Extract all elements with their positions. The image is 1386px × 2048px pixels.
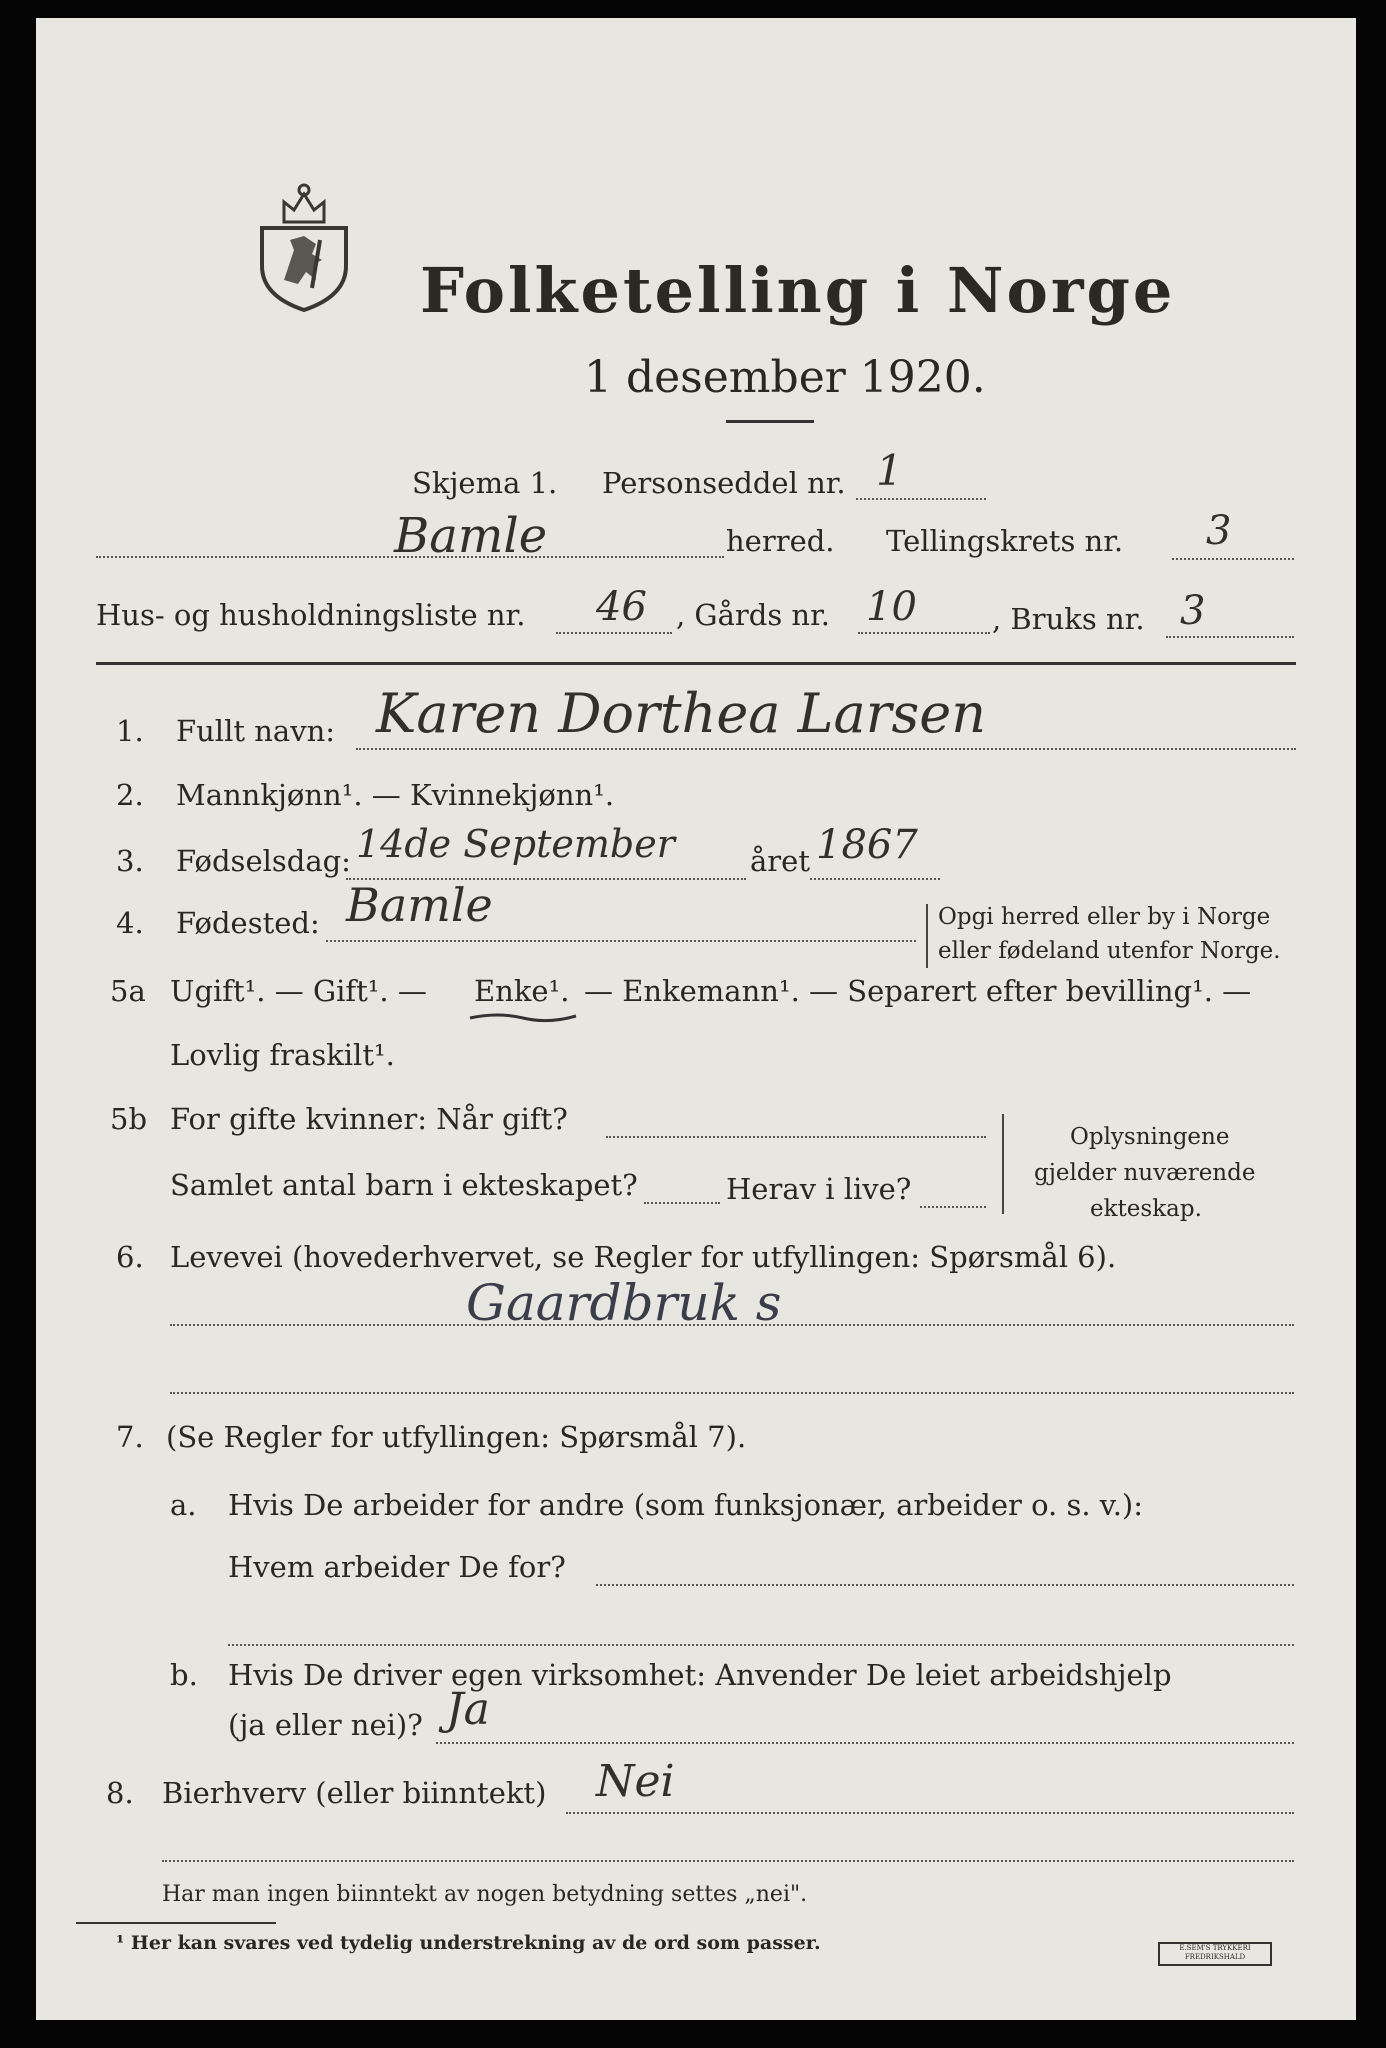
q5a-line2: Lovlig fraskilt¹.	[170, 1038, 395, 1072]
q8-value: Nei	[596, 1756, 675, 1807]
herred-value: Bamle	[394, 508, 548, 564]
bruks-label: , Bruks nr.	[992, 602, 1145, 636]
gards-value: 10	[866, 584, 917, 630]
bruks-line	[1166, 636, 1294, 638]
q4-note-line1: Opgi herred eller by i Norge	[938, 904, 1271, 930]
q6-number: 6.	[116, 1240, 144, 1274]
q3-value: 14de September	[356, 822, 675, 866]
q4-line	[326, 940, 916, 942]
tellingskrets-line	[1172, 558, 1294, 560]
q3-year-line	[810, 878, 940, 880]
q8-label: Bierhverv (eller biinntekt)	[162, 1776, 547, 1810]
q7b-letter: b.	[170, 1658, 198, 1692]
q1-value: Karen Dorthea Larsen	[376, 682, 986, 745]
q5a-enke: Enke¹.	[474, 974, 570, 1008]
q5b-barn-line	[644, 1202, 720, 1204]
q7a-line2	[228, 1644, 1294, 1646]
skjema-label: Skjema 1.	[412, 466, 558, 500]
q5b-note-line2: gjelder nuværende	[1034, 1160, 1256, 1186]
printer-stamp-line2: FREDRIKSHALD	[1184, 1953, 1246, 1961]
q5b-note-line1: Oplysningene	[1070, 1124, 1230, 1150]
q7a-label: Hvis De arbeider for andre (som funksjonær, arbeider o. s. v.):	[228, 1488, 1144, 1522]
census-form-paper	[36, 18, 1356, 2020]
personseddel-line	[856, 498, 986, 500]
bruks-value: 3	[1180, 588, 1206, 634]
q5b-live-line	[920, 1206, 986, 1208]
q4-value: Bamle	[346, 878, 493, 932]
q7b-label2: (ja eller nei)?	[228, 1708, 423, 1742]
q7b-line	[436, 1742, 1294, 1744]
q8-line1	[566, 1812, 1294, 1814]
norway-coat-of-arms-icon	[254, 180, 354, 312]
q3-label: Fødselsdag:	[176, 844, 351, 878]
q7a-label2: Hvem arbeider De for?	[228, 1550, 566, 1584]
q7a-line1	[596, 1584, 1294, 1586]
q1-label: Fullt navn:	[176, 714, 336, 748]
q8-number: 8.	[106, 1776, 134, 1810]
q5b-number: 5b	[110, 1102, 148, 1136]
personseddel-label: Personseddel nr.	[602, 466, 846, 500]
q5b-label2: Samlet antal barn i ekteskapet?	[170, 1168, 638, 1202]
q5a-number: 5a	[110, 974, 146, 1008]
gards-label: , Gårds nr.	[676, 598, 830, 632]
herred-label: herred.	[726, 524, 835, 558]
q5b-note-line3: ekteskap.	[1090, 1196, 1202, 1222]
q4-number: 4.	[116, 906, 144, 940]
tellingskrets-label: Tellingskrets nr.	[886, 524, 1124, 558]
q7b-value: Ja	[446, 1684, 490, 1735]
q5a-text: Ugift¹. — Gift¹. —	[170, 974, 427, 1008]
personseddel-value: 1	[876, 446, 903, 495]
q7b-label: Hvis De driver egen virksomhet: Anvender De leiet arbeidshjelp	[228, 1658, 1172, 1692]
q4-label: Fødested:	[176, 906, 320, 940]
q7-number: 7.	[116, 1420, 144, 1454]
q1-number: 1.	[116, 714, 144, 748]
footnote: ¹ Her kan svares ved tydelig understrekning av de ord som passer.	[116, 1932, 821, 1954]
q8-line2	[162, 1860, 1294, 1862]
q2-label: Mannkjønn¹. — Kvinnekjønn¹.	[176, 778, 615, 812]
page-title: Folketelling i Norge	[420, 254, 1176, 327]
q5b-label: For gifte kvinner: Når gift?	[170, 1102, 568, 1136]
header-divider	[96, 662, 1296, 665]
printer-stamp-line1: E.SEM'S TRYKKERI	[1179, 1944, 1251, 1952]
hus-line	[556, 632, 672, 634]
q1-line	[356, 748, 1296, 750]
page-subtitle: 1 desember 1920.	[584, 352, 986, 403]
q4-note-line2: eller fødeland utenfor Norge.	[938, 938, 1281, 964]
biinntekt-note: Har man ingen biinntekt av nogen betydning settes „nei".	[162, 1882, 808, 1907]
enke-underline	[468, 1010, 578, 1024]
q2-number: 2.	[116, 778, 144, 812]
q3-year-value: 1867	[816, 822, 918, 868]
footnote-divider	[76, 1922, 276, 1924]
gards-line	[858, 632, 990, 634]
q5b-gift-line	[606, 1136, 986, 1138]
q4-brace	[926, 904, 934, 968]
q6-line2	[170, 1392, 1294, 1394]
q5b-brace	[1002, 1114, 1010, 1214]
q3-aret-label: året	[750, 844, 810, 878]
hus-label: Hus- og husholdningsliste nr.	[96, 598, 526, 632]
q7-label: (Se Regler for utfyllingen: Spørsmål 7).	[166, 1420, 747, 1454]
q5b-label3: Herav i live?	[726, 1172, 912, 1206]
q5a-rest: — Enkemann¹. — Separert efter bevilling¹. —	[584, 974, 1252, 1008]
q7a-letter: a.	[170, 1488, 197, 1522]
printer-stamp	[1158, 1942, 1272, 1966]
q6-label: Levevei (hovederhvervet, se Regler for utfyllingen: Spørsmål 6).	[170, 1240, 1117, 1274]
title-divider	[726, 420, 814, 423]
q3-number: 3.	[116, 844, 144, 878]
hus-value: 46	[596, 584, 647, 630]
tellingskrets-value: 3	[1206, 508, 1232, 554]
q6-value: Gaardbruk s	[466, 1274, 782, 1332]
